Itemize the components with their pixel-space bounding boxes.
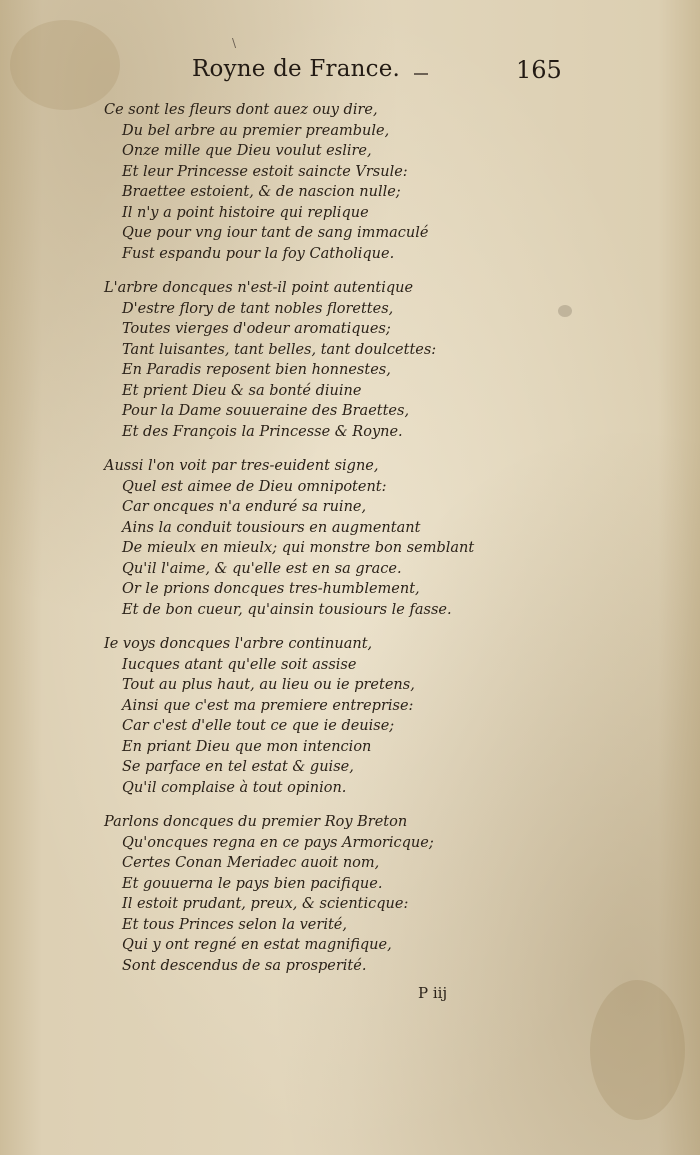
verse-line: Toutes vierges d'odeur aromatiques;: [122, 321, 391, 337]
header-dash: [414, 73, 428, 75]
verse-line: De mieulx en mieulx; qui monstre bon semblant: [122, 540, 475, 556]
verse-line: Ains la conduit tousiours en augmentant: [122, 519, 421, 536]
stanza: [102, 278, 482, 442]
verse-line: Parlons doncques du premier Roy Breton: [104, 814, 408, 830]
verse-line: Tout au plus haut, au lieu ou ie pretens,: [122, 677, 415, 693]
verse-line: Onze mille que Dieu voulut eslire,: [122, 143, 372, 159]
stanza: [102, 634, 482, 798]
verse-line: Il estoit prudant, preux, & scienticque:: [122, 896, 409, 912]
page-header: [0, 48, 700, 96]
verse-line: Et prient Dieu & sa bonté diuine: [122, 382, 362, 399]
verse-line: En Paradis reposent bien honnestes,: [122, 362, 391, 378]
verse-line: Fust espandu pour la foy Catholique.: [122, 245, 395, 262]
signature-mark: P iij: [418, 984, 448, 1002]
ink-mark: \: [232, 36, 237, 50]
verse-line: Sont descendus de sa prosperité.: [122, 957, 367, 974]
verse-line: Braettee estoient, & de nascion nulle;: [122, 184, 401, 200]
verse-line: Et leur Princesse estoit saincte Vrsule:: [122, 163, 408, 180]
stanza: [102, 100, 482, 264]
verse-line: Qui y ont regné en estat magnifique,: [122, 937, 392, 953]
verse-line: L'arbre doncques n'est-il point autentique: [104, 280, 414, 296]
verse-line: Que pour vng iour tant de sang immaculé: [122, 225, 429, 241]
verse-line: Car oncques n'a enduré sa ruine,: [122, 499, 367, 515]
page-number: 165: [516, 56, 562, 84]
verse-line: Or le prions doncques tres-humblement,: [122, 581, 420, 597]
verse-line: Qu'il l'aime, & qu'elle est en sa grace.: [122, 560, 402, 577]
paper-stain: [590, 980, 685, 1120]
verse-line: D'estre flory de tant nobles florettes,: [122, 300, 394, 317]
verse-line: Du bel arbre au premier preambule,: [122, 122, 390, 139]
paper-stain: [558, 305, 572, 317]
stanza: [102, 456, 482, 620]
verse-line: Se parface en tel estat & guise,: [122, 759, 354, 775]
verse-line: Il n'y a point histoire qui replique: [122, 204, 369, 221]
verse-line: Certes Conan Meriadec auoit nom,: [122, 855, 380, 871]
verse-line: Car c'est d'elle tout ce que ie deuise;: [122, 718, 395, 734]
verse-line: En priant Dieu que mon intencion: [122, 738, 372, 755]
verse-line: Et des François la Princesse & Royne.: [122, 423, 403, 440]
verse-line: Qu'oncques regna en ce pays Armoricque;: [122, 834, 434, 851]
verse-line: Et tous Princes selon la verité,: [122, 916, 347, 933]
verse-line: Ainsi que c'est ma premiere entreprise:: [122, 697, 414, 714]
verse-line: Pour la Dame souueraine des Braettes,: [122, 403, 410, 419]
verse-line: Et de bon cueur, qu'ainsin tousiours le fasse.: [122, 601, 452, 618]
stanza: [102, 812, 482, 976]
poem-body: [102, 100, 482, 990]
verse-line: Iucques atant qu'elle soit assise: [122, 656, 357, 673]
verse-line: Quel est aimee de Dieu omnipotent:: [122, 478, 387, 495]
verse-line: Ie voys doncques l'arbre continuant,: [104, 636, 373, 652]
verse-line: Aussi l'on voit par tres-euident signe,: [104, 458, 379, 474]
verse-line: Ce sont les fleurs dont auez ouy dire,: [104, 102, 378, 118]
verse-line: Tant luisantes, tant belles, tant doulcettes:: [122, 341, 437, 358]
verse-line: Qu'il complaise à tout opinion.: [122, 779, 347, 796]
verse-line: Et gouuerna le pays bien pacifique.: [122, 875, 383, 892]
running-title: Royne de France.: [192, 56, 401, 82]
